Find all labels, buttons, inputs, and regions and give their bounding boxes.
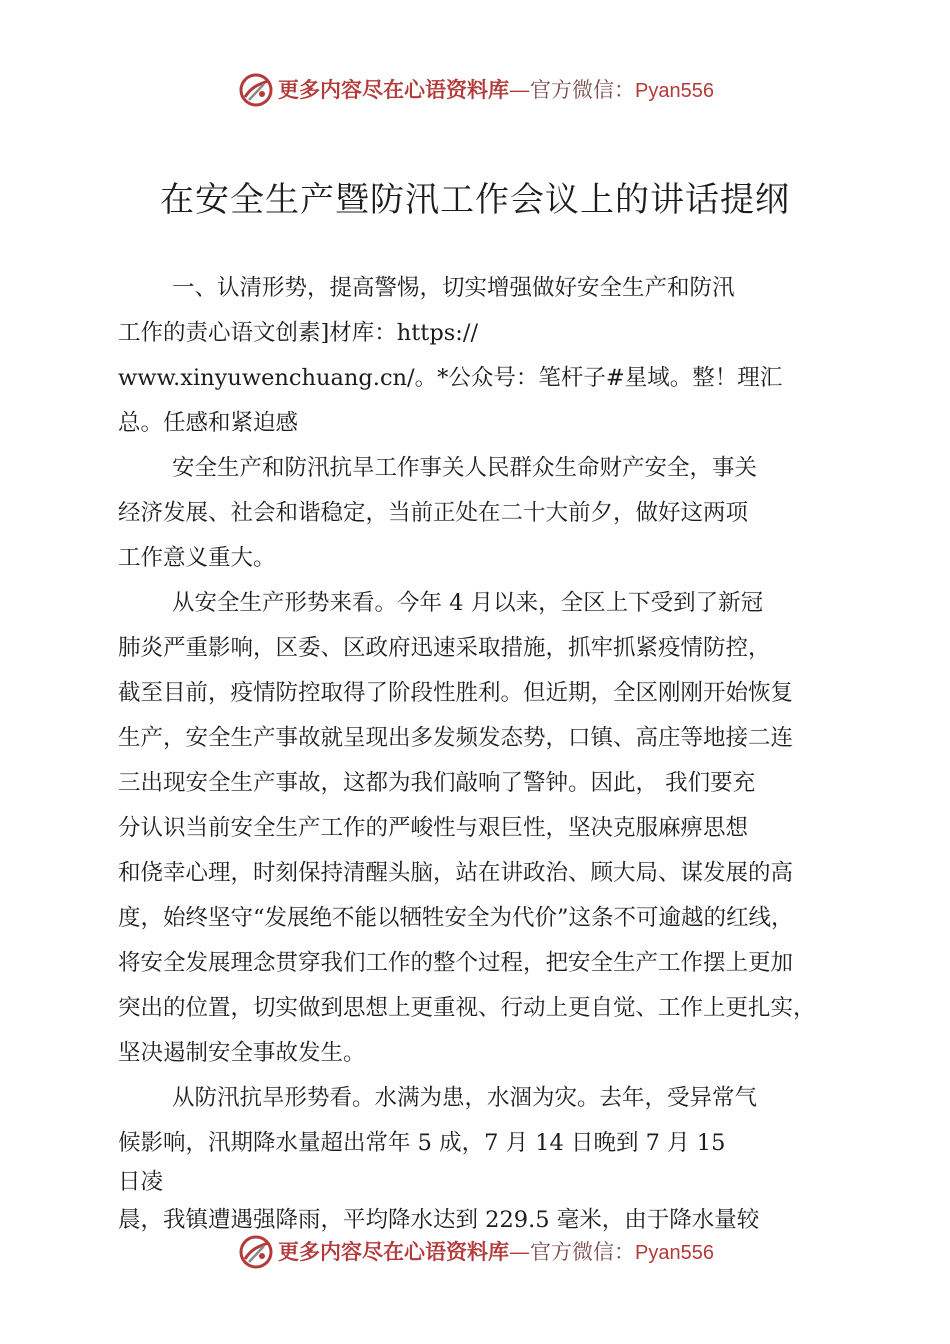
library-logo-icon <box>238 72 274 108</box>
body-line: 日凌 <box>118 1169 164 1195</box>
banner-library-name: 更多内容尽在心语资料库 <box>278 1239 509 1264</box>
banner-text <box>278 76 714 105</box>
body-line-text: 工作的责心语文创素]材库：https:// <box>118 320 479 346</box>
library-logo-icon <box>238 1234 274 1270</box>
body-line: 从防汛抗旱形势看。水满为患，水涸为灾。去年，受异常气 <box>172 1085 758 1111</box>
banner-wechat-id: Pyan556 <box>635 80 714 102</box>
body-line: www.xinyuwenchuang.cn/。*公众号：笔杆子#星域。整！理汇 <box>118 365 783 391</box>
body-line: 截至目前，疫情防控取得了阶段性胜利。但近期，全区刚刚开始恢复 <box>118 680 794 706</box>
body-line: 生产，安全生产事故就呈现出多发频发态势，口镇、高庄等地接二连 <box>118 725 794 751</box>
body-line: 晨，我镇遭遇强降雨，平均降水达到 229.5 毫米，由于降水量较 <box>118 1207 760 1233</box>
document-title: 在安全生产暨防汛工作会议上的讲话提纲 <box>160 180 790 220</box>
body-line <box>118 313 478 353</box>
banner-text <box>278 1238 714 1267</box>
body-line: 和侥幸心理，时刻保持清醒头脑，站在讲政治、顾大局、谋发展的高 <box>118 860 794 886</box>
banner-dash: — <box>509 1240 530 1264</box>
banner-official-label: 官方微信： <box>530 78 635 102</box>
body-line: 工作意义重大。 <box>118 545 276 571</box>
body-line: 坚决遏制安全事故发生。 <box>118 1040 366 1066</box>
body-line: 分认识当前安全生产工作的严峻性与艰巨性，坚决克服麻痹思想 <box>118 815 749 841</box>
body-line: 三出现安全生产事故，这都为我们敲响了警钟。因此， 我们要充 <box>118 770 756 796</box>
banner-dash: — <box>509 78 530 102</box>
body-line: 安全生产和防汛抗旱工作事关人民群众生命财产安全，事关 <box>172 455 758 481</box>
footer-banner <box>0 1230 950 1274</box>
banner-library-name: 更多内容尽在心语资料库 <box>278 77 509 102</box>
body-line: 一、认清形势，提高警惕，切实增强做好安全生产和防汛 <box>172 275 735 301</box>
body-line: 将安全发展理念贯穿我们工作的整个过程，把安全生产工作摆上更加 <box>118 950 794 976</box>
body-line: 度，始终坚守“发展绝不能以牺牲安全为代价”这条不可逾越的红线， <box>118 905 794 931</box>
body-line: 候影响，汛期降水量超出常年 5 成，7 月 14 日晚到 7 月 15 <box>118 1130 726 1156</box>
body-line: 肺炎严重影响，区委、区政府迅速采取措施，抓牢抓紧疫情防控， <box>118 635 771 661</box>
header-banner <box>0 68 950 112</box>
body-line: 经济发展、社会和谐稳定，当前正处在二十大前夕，做好这两项 <box>118 500 749 526</box>
body-line: 总。任感和紧迫感 <box>118 410 299 436</box>
banner-wechat-id: Pyan556 <box>635 1242 714 1264</box>
body-line: 突出的位置，切实做到思想上更重视、行动上更自觉、工作上更扎实， <box>118 995 816 1021</box>
body-line: 从安全生产形势来看。今年 4 月以来，全区上下受到了新冠 <box>172 590 764 616</box>
banner-official-label: 官方微信： <box>530 1240 635 1264</box>
